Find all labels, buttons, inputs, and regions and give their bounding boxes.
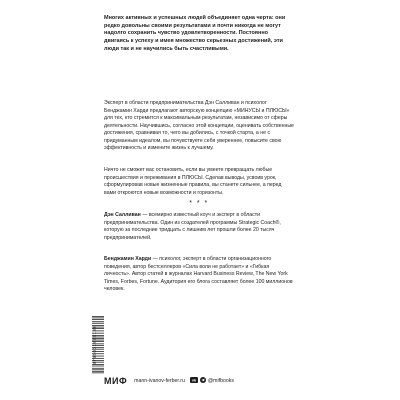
lead-paragraph: Многих активных и успешных людей объединяет одна черта: они редко довольны своими результатами и почти никогда не могут надолго сохранить чувство удовлетворенности. Постоянно двигаясь к успеху и имея множество серьезных достижений, эти люди так и не научились быть счастливыми. — [104, 15, 286, 52]
vk-icon — [190, 377, 198, 386]
author-bio-text-1: — всемирно известный коуч и эксперт в области предпринимательства. Один из создателей программы Strategic Coach®, которую за последние тридцать с лишним лет прошли более 20 тысяч предпринимателей. — [104, 212, 281, 241]
author-name-2: Бенджамин Харди — [104, 256, 152, 262]
author-bio-1 — [104, 212, 294, 242]
publisher-website[interactable]: mann-ivanov-ferber.ru — [134, 377, 185, 384]
description-paragraph-2: Ничто не сможет вас остановить, если вы умеете превращать любые происшествия и переживания в ПЛЮСЫ. Сделав выводы, усвоив урок, сформулировав новые жизненные правила, вы станете сильнее, а перед вами откроются новые возможности и горизонты. — [104, 167, 282, 196]
publisher-social[interactable] — [190, 377, 234, 386]
description-paragraph-1: Эксперт в области предпринимательства Дэн Салливан и психолог Бенджамин Харди предлагают авторскую концепцию «МИНУСЫ и ПЛЮСЫ» для тех, кто стремится к максимальным результатам, независимо от сферы деятельности. Научившись, согласно этой концепции, оценивать собственные достижения, сравнивая то, чего вы добились, с точкой старта, а не с придуманным идеалом, вы почувствуете себя увереннее, повысите свою эффективность и измените жизнь к лучшему. — [104, 100, 294, 151]
book-back-cover — [89, 0, 309, 400]
author-bio-2 — [104, 256, 294, 294]
telegram-icon — [200, 377, 206, 386]
isbn-digits: 9785001955139 — [92, 325, 97, 365]
publisher-vk-handle: @mifbooks — [207, 377, 234, 384]
publisher-footer — [104, 374, 304, 388]
author-bio-text-2: — психолог, эксперт в области организационного поведения, автор бестселлеров «Сила воли не работает» и «Гибкая личность». Автор статей в журналах Harvard Business Review, The New York Times, Forbes, Fortune. Аудитория его блога составляет более 100 миллионов человек. — [104, 256, 293, 292]
publisher-logo: МИФ — [104, 376, 128, 386]
svg-text:vk: vk — [191, 378, 197, 382]
section-separator: * * * — [189, 200, 209, 207]
author-name-1: Дэн Салливан — [104, 212, 141, 218]
